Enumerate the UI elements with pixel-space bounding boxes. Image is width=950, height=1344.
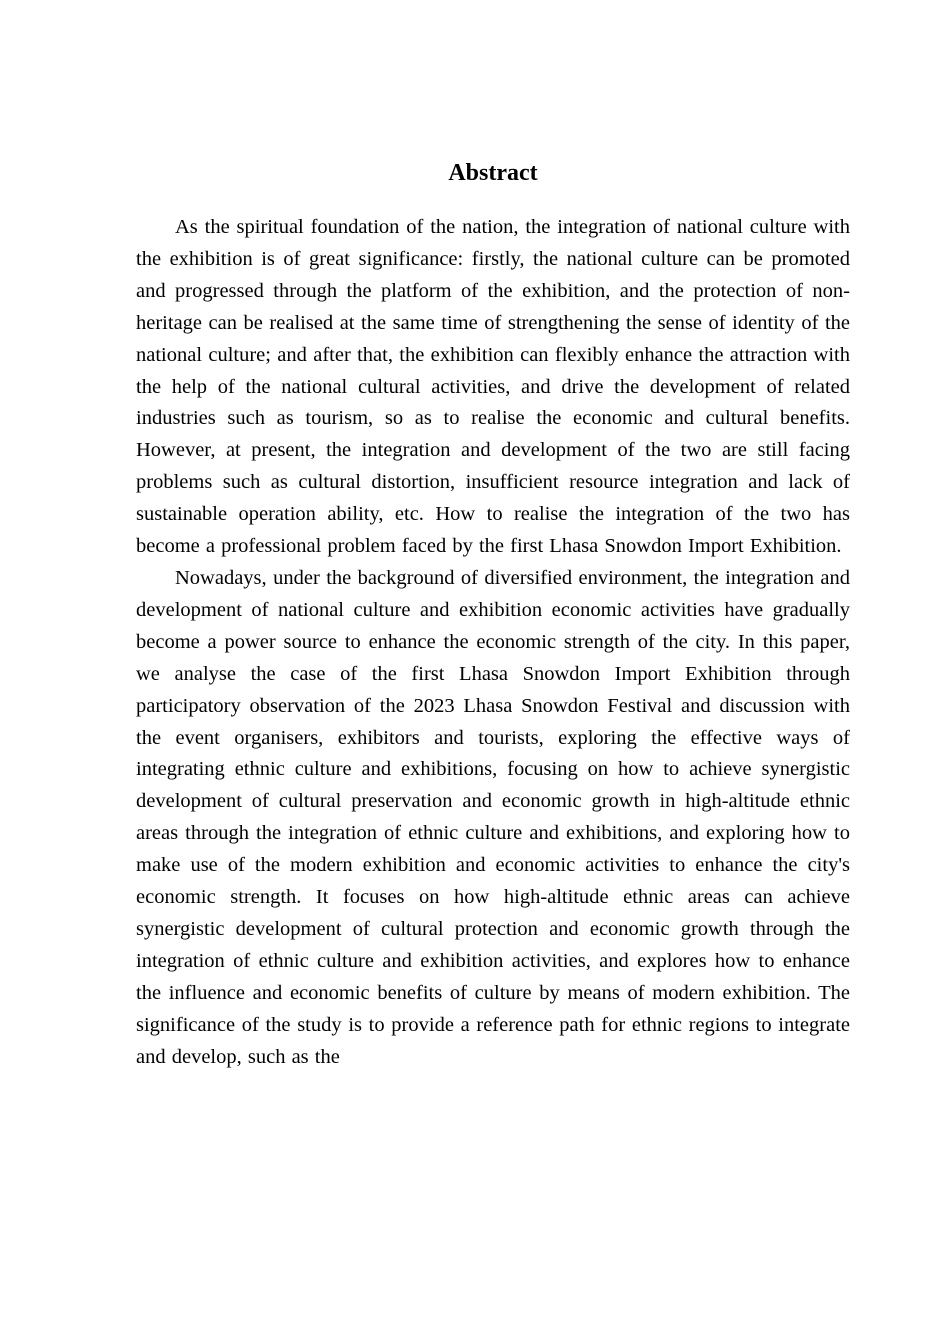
abstract-body <box>136 212 850 1073</box>
abstract-paragraph-2: Nowadays, under the background of diversified environment, the integration and development of national culture and exhibition economic activities have gradually become a power source to enhance the economic strength of the city. In this paper, we analyse the case of the first Lhasa Snowdon Import Exhibition through participatory observation of the 2023 Lhasa Snowdon Festival and discussion with the event organisers, exhibitors and tourists, exploring the effective ways of integrating ethnic culture and exhibitions, focusing on how to achieve synergistic development of cultural preservation and economic growth in high-altitude ethnic areas through the integration of ethnic culture and exhibitions, and exploring how to make use of the modern exhibition and economic activities to enhance the city's economic strength. It focuses on how high-altitude ethnic areas can achieve synergistic development of cultural protection and economic growth through the integration of ethnic culture and exhibition activities, and explores how to enhance the influence and economic benefits of culture by means of modern exhibition. The significance of the study is to provide a reference path for ethnic regions to integrate and develop, such as the <box>136 566 850 1068</box>
abstract-heading: Abstract <box>448 160 538 186</box>
abstract-paragraph-1: As the spiritual foundation of the nation, the integration of national culture with the exhibition is of great significance: firstly, the national culture can be promoted and progressed through the platform of the exhibition, and the protection of non-heritage can be realised at the same time of strengthening the sense of identity of the national culture; and after that, the exhibition can flexibly enhance the attraction with the help of the national cultural activities, and drive the development of related industries such as tourism, so as to realise the economic and cultural benefits. However, at present, the integration and development of the two are still facing problems such as cultural distortion, insufficient resource integration and lack of sustainable operation ability, etc. How to realise the integration of the two has become a professional problem faced by the first Lhasa Snowdon Import Exhibition. <box>136 216 850 558</box>
